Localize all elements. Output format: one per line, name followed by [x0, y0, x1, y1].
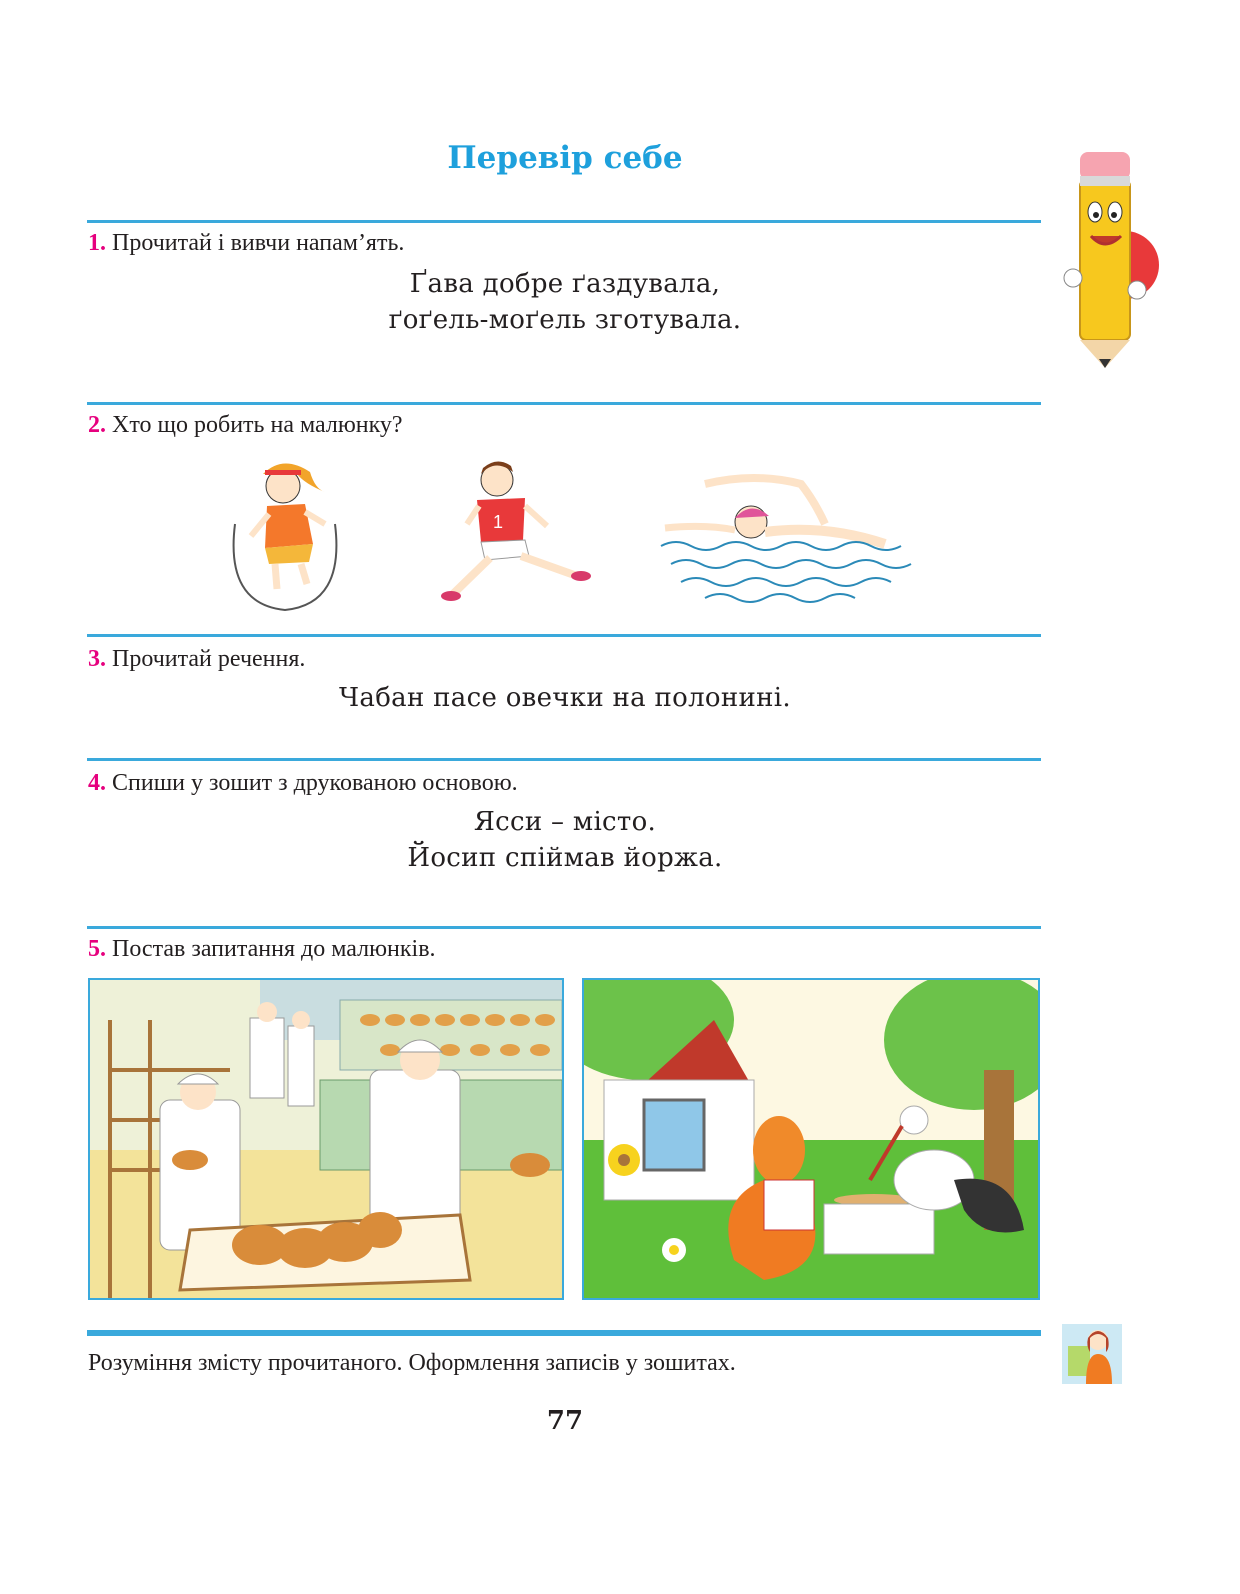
fox-and-stork-scene-icon	[582, 978, 1040, 1300]
boy-running-icon	[441, 461, 591, 601]
page-title: Перевір себе	[447, 140, 683, 176]
task-instruction: Постав запитання до малюнків.	[112, 936, 436, 962]
task-number: 3.	[88, 646, 106, 672]
bakery-scene-icon	[88, 978, 564, 1300]
task-instruction: Хто що робить на малюнку?	[112, 412, 403, 438]
task-2	[88, 410, 403, 440]
task-number: 2.	[88, 412, 106, 438]
task-number: 4.	[88, 770, 106, 796]
task-4	[88, 768, 518, 798]
sentence-line: Чабан пасе овечки на полонині.	[339, 683, 791, 713]
task-number: 1.	[88, 230, 106, 256]
girl-jump-rope-icon	[234, 463, 337, 610]
pencil-mascot-icon	[1055, 140, 1165, 370]
section-divider	[87, 926, 1041, 929]
shirt-number: 1	[493, 512, 504, 532]
task-instruction: Прочитай речення.	[112, 646, 306, 672]
section-divider	[87, 758, 1041, 761]
verse-block	[330, 266, 800, 338]
task-3	[88, 644, 305, 674]
task-5	[88, 934, 436, 964]
footer-divider	[87, 1330, 1041, 1336]
task-instruction: Спиши у зошит з друкованою основою.	[112, 770, 518, 796]
section-divider	[87, 634, 1041, 637]
teacher-icon	[1062, 1324, 1122, 1384]
verse-line: ґоґель-моґель зготувала.	[388, 305, 742, 335]
copy-line: Йосип спіймав йоржа.	[407, 843, 723, 873]
swimmer-icon	[661, 478, 911, 602]
sentence-block	[300, 680, 830, 716]
task-number: 5.	[88, 936, 106, 962]
footer-note: Розуміння змісту прочитаного. Оформлення записів у зошитах.	[88, 1350, 736, 1376]
task-1	[88, 228, 404, 258]
verse-line: Ґава добре ґаздувала,	[409, 269, 721, 299]
copy-line: Ясси – місто.	[473, 807, 657, 837]
copy-block	[330, 804, 800, 876]
page-number: 77	[546, 1406, 584, 1436]
activity-pictures	[185, 444, 925, 616]
section-divider	[87, 402, 1041, 405]
section-divider	[87, 220, 1041, 223]
task-instruction: Прочитай і вивчи напам’ять.	[112, 230, 405, 256]
